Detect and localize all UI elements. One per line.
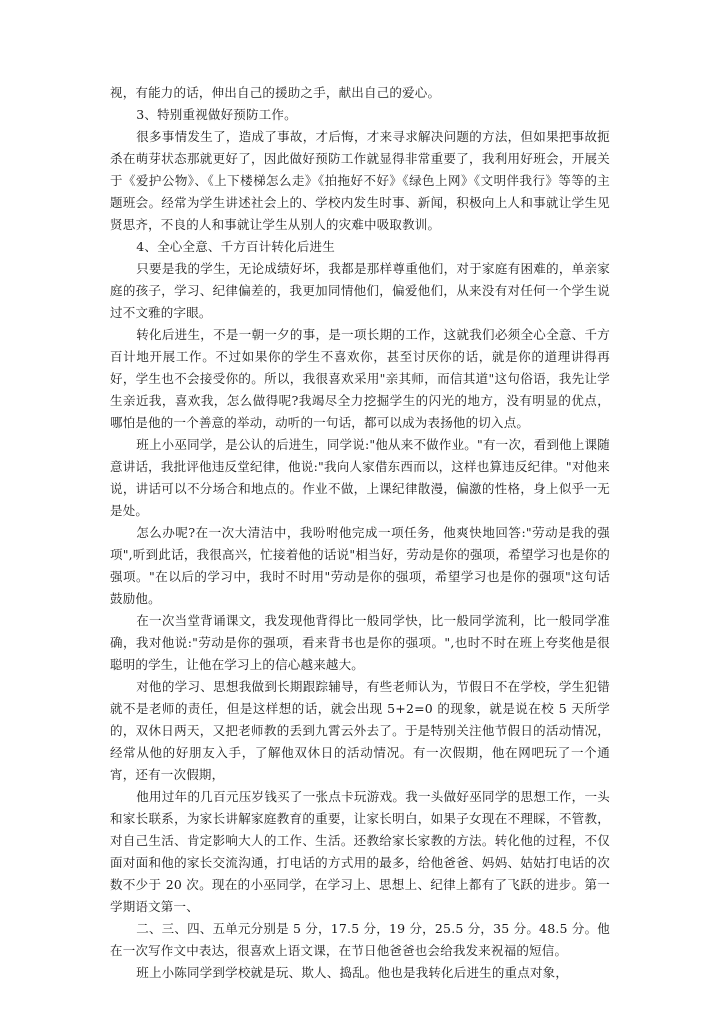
paragraph: 怎么办呢?在一次大清洁中，我吩咐他完成一项任务，他爽快地回答:"劳动是我的强项",听到此话，我很高兴，忙接着他的话说"相当好，劳动是你的强项，希望学习也是你的强项。"在以后的学习中，我时不时用"劳动是你的强项，希望学习也是你的强项"这句话鼓励他。 <box>110 525 610 606</box>
paragraph: 转化后进生，不是一朝一夕的事，是一项长期的工作，这就我们必须全心全意、千方百计地开展工作。不过如果你的学生不喜欢你，甚至讨厌你的话，就是你的道理讲得再好，学生也不会接受你的。所以，我很喜欢采用"亲其师，而信其道"这句俗语，我先让学生亲近我，喜欢我，怎么做得呢?我竭尽全力挖掘学生的闪光的地方，没有明显的优点，哪怕是他的一个善意的举动，动听的一句话，都可以成为表扬他的切入点。 <box>110 327 610 430</box>
paragraph: 班上小陈同学到学校就是玩、欺人、捣乱。他也是我转化后进生的重点对象， <box>136 965 569 980</box>
section-heading: 3、特别重视做好预防工作。 <box>136 107 297 122</box>
document-body <box>110 82 610 984</box>
paragraph: 班上小巫同学，是公认的后进生，同学说:"他从来不做作业。"有一次，看到他上课随意讲话，我批评他违反堂纪律，他说:"我向人家借东西而以，这样也算违反纪律。"对他来说，讲话可以不分场合和地点的。作业不做，上课纪律散漫，偏激的性格，身上似乎一无是处。 <box>110 437 610 518</box>
paragraph: 视，有能力的话，伸出自己的援助之手，献出自己的爱心。 <box>110 85 441 100</box>
paragraph: 二、三、四、五单元分别是 5 分，17.5 分，19 分，25.5 分，35 分。48.5 分。他在一次写作文中表达，很喜欢上语文课，在节日他爸爸也会给我发来祝福的短信。 <box>110 921 610 958</box>
paragraph: 在一次当堂背诵课文，我发现他背得比一般同学快，比一般同学流利，比一般同学准确，我对他说:"劳动是你的强项，看来背书也是你的强项。",也时不时在班上夸奖他是很聪明的学生，让他在学习上的信心越来越大。 <box>110 613 610 672</box>
paragraph: 只要是我的学生，无论成绩好坏，我都是那样尊重他们，对于家庭有困难的，单亲家庭的孩子，学习、纪律偏差的，我更加同情他们，偏爱他们，从来没有对任何一个学生说过不文雅的字眼。 <box>110 261 610 320</box>
paragraph: 他用过年的几百元压岁钱买了一张点卡玩游戏。我一头做好巫同学的思想工作，一头和家长联系，为家长讲解家庭教育的重要，让家长明白，如果子女现在不理睬，不管教，对自己生活、肯定影响大人的工作、生活。还教给家长家教的方法。转化他的过程，不仅面对面和他的家长交流沟通，打电话的方式用的最多，给他爸爸、妈妈、姑姑打电话的次数不少于 20 次。现在的小巫同学，在学习上、思想上、纪律上都有了飞跃的进步。第一学期语文第一、 <box>110 789 610 914</box>
paragraph: 对他的学习、思想我做到长期跟踪辅导，有些老师认为，节假日不在学校，学生犯错就不是老师的责任，但是这样想的话，就会出现 5+2=0 的现象，就是说在校 5 天所学的，双休日两天，又把老师教的丢到九霄云外去了。于是特别关注他节假日的活动情况，经常从他的好朋友入手，了解他双休日的活动情况。有一次假期，他在网吧玩了一个通宵，还有一次假期， <box>110 679 610 782</box>
paragraph: 很多事情发生了，造成了事故，才后悔，才来寻求解决问题的方法，但如果把事故扼杀在萌芽状态那就更好了，因此做好预防工作就显得非常重要了，我利用好班会，开展关于《爱护公物》、《上下楼梯怎么走》《拍拖好不好》《绿色上网》《文明伴我行》等等的主题班会。经常为学生讲述社会上的、学校内发生时事、新闻，积极向上人和事就让学生见贤思齐，不良的人和事就让学生从别人的灾难中吸取教训。 <box>110 129 610 232</box>
section-heading: 4、全心全意、千方百计转化后进生 <box>136 239 335 254</box>
